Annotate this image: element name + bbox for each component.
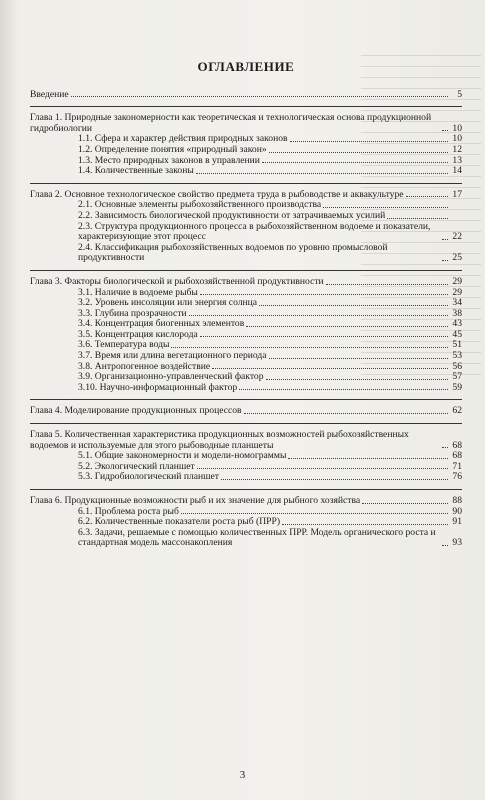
dot-leader: [269, 152, 448, 153]
chapter-list: [30, 106, 462, 549]
chapter-divider: [30, 399, 462, 400]
toc-chapter-entry: [30, 277, 462, 288]
toc-entry-text: 1.1. Сфера и характер действия природных законов: [78, 133, 288, 145]
toc-entry-text: 3.10. Научно-информационный фактор: [78, 381, 238, 393]
dot-leader: [71, 96, 448, 97]
dot-leader: [221, 479, 448, 480]
toc-entry-text: 2.2. Зависимость биологической продуктивности от затрачиваемых усилий: [78, 209, 386, 221]
toc-entry-text: 2.1. Основные элементы рыбохозяйственного производства: [78, 199, 322, 211]
dot-leader: [288, 458, 448, 459]
toc-page-number: 62: [452, 405, 462, 417]
toc-entry-text: 3.2. Уровень инсоляции или энергия солнца: [78, 297, 258, 309]
toc-entry-text: 6.2. Количественные показатели роста рыб (ПРР): [78, 516, 281, 528]
toc-page-number: 57: [452, 371, 462, 383]
dot-leader: [326, 284, 448, 285]
toc-entry-text: 1.2. Определение понятия «природный закон»: [78, 143, 267, 155]
toc-entry-text: Глава 2. Основное технологическое свойство предмета труда в рыбоводстве и аквакультуре: [30, 188, 404, 200]
toc-entry-text: 3.5. Концентрация кислорода: [78, 328, 198, 340]
toc-page-number: 10: [452, 133, 462, 145]
dot-leader: [282, 524, 448, 525]
dot-leader: [181, 513, 448, 514]
toc-page-number: 56: [452, 360, 462, 372]
dot-leader: [200, 294, 448, 295]
toc-entry-text: Глава 3. Факторы биологической и рыбохозяйственной продуктивности: [30, 275, 324, 287]
table-of-contents: [30, 48, 462, 549]
toc-entry-text: 3.7. Время или длина вегетационного периода: [78, 350, 267, 362]
toc-chapter-entry: [30, 430, 462, 451]
toc-page-number: 29: [452, 275, 462, 287]
toc-chapter-entry: [30, 406, 462, 417]
dot-leader: [442, 239, 448, 240]
toc-entry-text: Глава 1. Природные закономерности как теоретическая и технологическая основа продукционной гидробиологии: [30, 112, 432, 134]
toc-entry-text: 3.9. Организационно-управленческий фактор: [78, 371, 264, 383]
toc-entry-text: 3.1. Наличие в водоеме рыбы: [78, 286, 198, 298]
toc-entry-text: 1.4. Количественные законы: [78, 165, 194, 177]
dot-leader: [269, 358, 448, 359]
toc-entry-text: 5.1. Общие закономерности и модели-номограммы: [78, 450, 287, 462]
toc-page-number: 38: [452, 307, 462, 319]
toc-page-number: 13: [452, 154, 462, 166]
page-number: 3: [239, 769, 246, 781]
toc-section-entry: [78, 383, 462, 394]
toc-page-number: 17: [452, 188, 462, 200]
toc-section-entry: [78, 472, 462, 483]
toc-page-number: 12: [452, 143, 462, 155]
toc-page-number: 90: [452, 505, 462, 517]
toc-page-number: 14: [452, 165, 462, 177]
toc-section-entry: [78, 145, 462, 156]
toc-page-number: 22: [452, 231, 462, 243]
toc-entry-text: 5.3. Гидробиологический планшет: [78, 471, 219, 483]
chapter-divider: [30, 270, 462, 271]
toc-entry-text: 6.3. Задачи, решаемые с помощью количественных ПРР. Модель органического роста и стандартная модель массонакопления: [78, 526, 436, 549]
toc-page-number: 88: [452, 495, 462, 506]
toc-section-entry: [78, 222, 462, 243]
dot-leader: [290, 141, 448, 142]
page-title: ОГЛАВЛЕНИЕ: [197, 59, 295, 74]
dot-leader: [406, 196, 448, 197]
dot-leader: [239, 389, 448, 390]
dot-leader: [259, 305, 448, 306]
toc-page-number: 25: [452, 252, 462, 264]
toc-section-entry: [78, 211, 462, 222]
toc-entry-text: Глава 4. Моделирование продукционных процессов: [30, 405, 242, 417]
toc-chapter-entry: [30, 496, 462, 507]
toc-page-number: 5: [457, 88, 462, 100]
toc-page-number: 51: [452, 339, 462, 351]
toc-page-number: 76: [452, 471, 462, 483]
dot-leader: [246, 326, 448, 327]
chapter-divider: [30, 489, 462, 490]
chapter-divider: [30, 183, 462, 184]
toc-page-number: 68: [452, 450, 462, 462]
toc-entry-text: 2.4. Классификация рыбохозяйственных водоемов по уровню промысловой продуктивности: [78, 241, 388, 264]
toc-section-entry: [78, 528, 462, 549]
dot-leader: [200, 336, 448, 337]
toc-page-number: 34: [452, 297, 462, 309]
dot-leader: [244, 413, 448, 414]
toc-entry-text: 6.1. Проблема роста рыб: [78, 505, 179, 517]
dot-leader: [442, 260, 448, 261]
chapter-divider: [30, 106, 462, 107]
toc-entry-text: 2.3. Структура продукционного процесса в рыбохозяйственном водоеме и показатели, характеризующие этот процесс: [78, 220, 431, 243]
toc-entry-text: Глава 5. Количественная характеристика продукционных возможностей рыбохозяйственных водоемов и используемые для этого рыбоводные планшеты: [30, 429, 409, 451]
toc-entry-text: 3.3. Глубина прозрачности: [78, 307, 187, 319]
toc-page-number: 59: [452, 381, 462, 393]
dot-leader: [442, 130, 448, 131]
dot-leader: [323, 207, 448, 208]
dot-leader: [387, 218, 448, 219]
toc-page-number: 29: [452, 286, 462, 298]
toc-entry-text: 3.8. Антропогенное воздействие: [78, 360, 211, 372]
dot-leader: [266, 379, 449, 380]
toc-page-number: 71: [452, 460, 462, 472]
toc-entry-text: 5.2. Экологический планшет: [78, 460, 195, 472]
dot-leader: [262, 162, 448, 163]
dot-leader: [442, 447, 448, 448]
toc-entry-text: 3.6. Температура воды: [78, 339, 170, 351]
toc-page-number: 68: [452, 439, 462, 451]
toc-page-number: 43: [452, 318, 462, 330]
toc-page-number: 93: [452, 537, 462, 549]
toc-chapter-entry: [30, 113, 462, 134]
toc-page-number: 53: [452, 350, 462, 362]
toc-entry-text: 3.4. Концентрация биогенных элементов: [78, 318, 245, 330]
toc-page-number: 91: [452, 516, 462, 528]
dot-leader: [196, 173, 448, 174]
toc-section-entry: [78, 243, 462, 264]
toc-section-entry: [78, 166, 462, 177]
chapter-divider: [30, 423, 462, 424]
dot-leader: [189, 315, 448, 316]
dot-leader: [212, 368, 448, 369]
toc-page-number: 45: [452, 328, 462, 340]
dot-leader: [197, 468, 448, 469]
toc-entry-text: Глава 6. Продукционные возможности рыб и их значение для рыбного хозяйства: [30, 495, 361, 506]
dot-leader: [171, 347, 448, 348]
toc-entry-text: Введение: [30, 88, 69, 100]
toc-entry-text: 1.3. Место природных законов в управлении: [78, 154, 260, 166]
dot-leader: [442, 545, 448, 546]
toc-page-number: 10: [452, 122, 462, 134]
toc-entry-intro: [30, 90, 462, 101]
dot-leader: [362, 503, 448, 504]
